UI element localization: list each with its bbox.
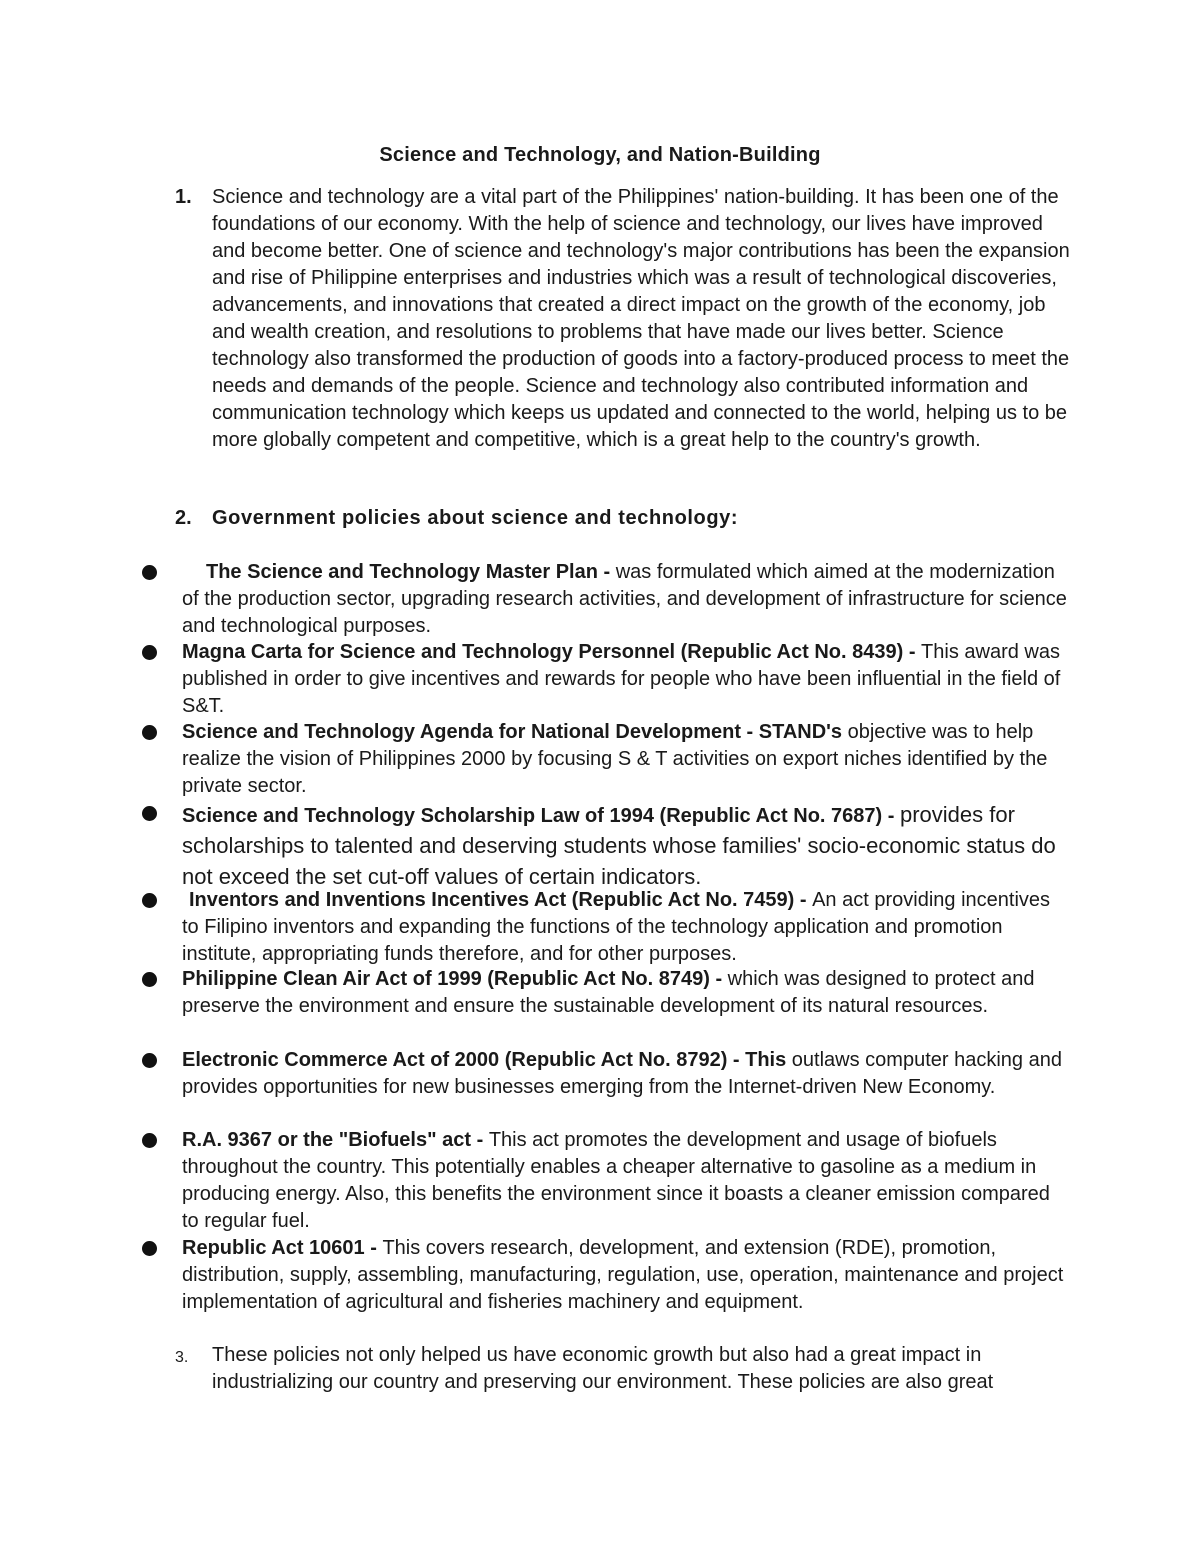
bullet-icon [142, 1053, 157, 1068]
policy-list-item [140, 800, 1070, 893]
bullet-icon [142, 806, 157, 821]
policy-title: Magna Carta for Science and Technology Personnel (Republic Act No. 8439) - [182, 641, 922, 663]
policy-description: This act promotes the development and usage of biofuels throughout the country. This potentially enables a cheaper alternative to gasoline as a medium in producing energy. Also, this benefits the environment since it boasts a cleaner emission compared to regular fuel. [182, 1129, 1050, 1232]
policy-description: was formulated which aimed at the modernization of the production sector, upgrading research activities, and development of infrastructure for science and technological purposes. [182, 561, 1067, 637]
policy-description: This award was published in order to give incentives and rewards for people who have been influential in the field of S&T. [182, 641, 1061, 717]
document-title: Science and Technology, and Nation-Building [379, 144, 821, 166]
policy-list-item [140, 887, 1070, 968]
policy-title: Science and Technology Agenda for National Development - STAND's [182, 721, 848, 743]
policy-title: Republic Act 10601 - [182, 1237, 383, 1259]
policy-title: R.A. 9367 or the "Biofuels" act - [182, 1129, 489, 1151]
numbered-item-3 [175, 1342, 1075, 1396]
policy-text [182, 1235, 1070, 1316]
policy-text [182, 1047, 1070, 1101]
numbered-item-1 [175, 184, 1075, 454]
policy-list-item [140, 639, 1070, 720]
policy-list-item [140, 966, 1070, 1020]
bullet-icon [142, 1133, 157, 1148]
item-text: Government policies about science and technology: [212, 507, 739, 529]
policy-description: An act providing incentives to Filipino inventors and expanding the functions of the technology application and promotion institute, appropriating funds therefore, and for other purposes. [182, 889, 1051, 965]
item-number: 2. [175, 507, 192, 529]
policy-title: The Science and Technology Master Plan - [206, 561, 616, 583]
policy-description: outlaws computer hacking and provides opportunities for new businesses emerging from the Internet-driven New Economy. [182, 1049, 1062, 1098]
policy-description: which was designed to protect and preserve the environment and ensure the sustainable development of its natural resources. [182, 968, 1035, 1017]
policy-title: Inventors and Inventions Incentives Act (Republic Act No. 7459) - [189, 889, 813, 911]
bullet-icon [142, 893, 157, 908]
bullet-icon [142, 645, 157, 660]
item-text: These policies not only helped us have economic growth but also had a great impact in industrializing our country and preserving our environment. These policies are also great [212, 1344, 994, 1393]
policy-text [182, 559, 1070, 640]
numbered-item-2 [175, 505, 1075, 532]
policy-list-item [140, 1235, 1070, 1316]
policy-description: objective was to help realize the vision of Philippines 2000 by focusing S & T activities on export niches identified by the private sector. [182, 721, 1048, 797]
item-text: Science and technology are a vital part of the Philippines' nation-building. It has been one of the foundations of our economy. With the help of science and technology, our lives have improved and become better. One of science and technology's major contributions has been the expansion and rise of Philippine enterprises and industries which was a result of technological discoveries, advancements, and innovations that created a direct impact on the growth of the economy, job and wealth creation, and resolutions to problems that have made our lives better. Science technology also transformed the production of goods into a factory-produced process to meet the needs and demands of the people. Science and technology also contributed information and communication technology which keeps us updated and connected to the world, helping us to be more globally competent and competitive, which is a great help to the country's growth. [212, 186, 1070, 451]
policy-text [182, 719, 1070, 800]
policy-title: Science and Technology Scholarship Law of 1994 (Republic Act No. 7687) - [182, 805, 900, 827]
bullet-icon [142, 565, 157, 580]
policy-text [182, 800, 1070, 893]
policy-text [182, 887, 1070, 968]
policy-text [182, 966, 1070, 1020]
item-number: 3. [175, 1349, 189, 1366]
policy-list-item [140, 1047, 1070, 1101]
policy-description: This covers research, development, and extension (RDE), promotion, distribution, supply, assembling, manufacturing, regulation, use, operation, maintenance and project implementation of agricultural and fisheries machinery and equipment. [182, 1237, 1064, 1313]
item-number: 1. [175, 186, 192, 208]
bullet-icon [142, 1241, 157, 1256]
bullet-icon [142, 972, 157, 987]
policy-description: provides for scholarships to talented and deserving students whose families' socio-economic status do not exceed the set cut-off values of certain indicators. [182, 802, 1056, 889]
policy-list-item [140, 719, 1070, 800]
policy-title: Philippine Clean Air Act of 1999 (Republic Act No. 8749) - [182, 968, 728, 990]
policy-list-item [140, 1127, 1070, 1235]
bullet-icon [142, 725, 157, 740]
policy-list-item [140, 559, 1070, 640]
policy-text [182, 639, 1070, 720]
policy-text [182, 1127, 1070, 1235]
policy-title: Electronic Commerce Act of 2000 (Republic Act No. 8792) - This [182, 1049, 792, 1071]
